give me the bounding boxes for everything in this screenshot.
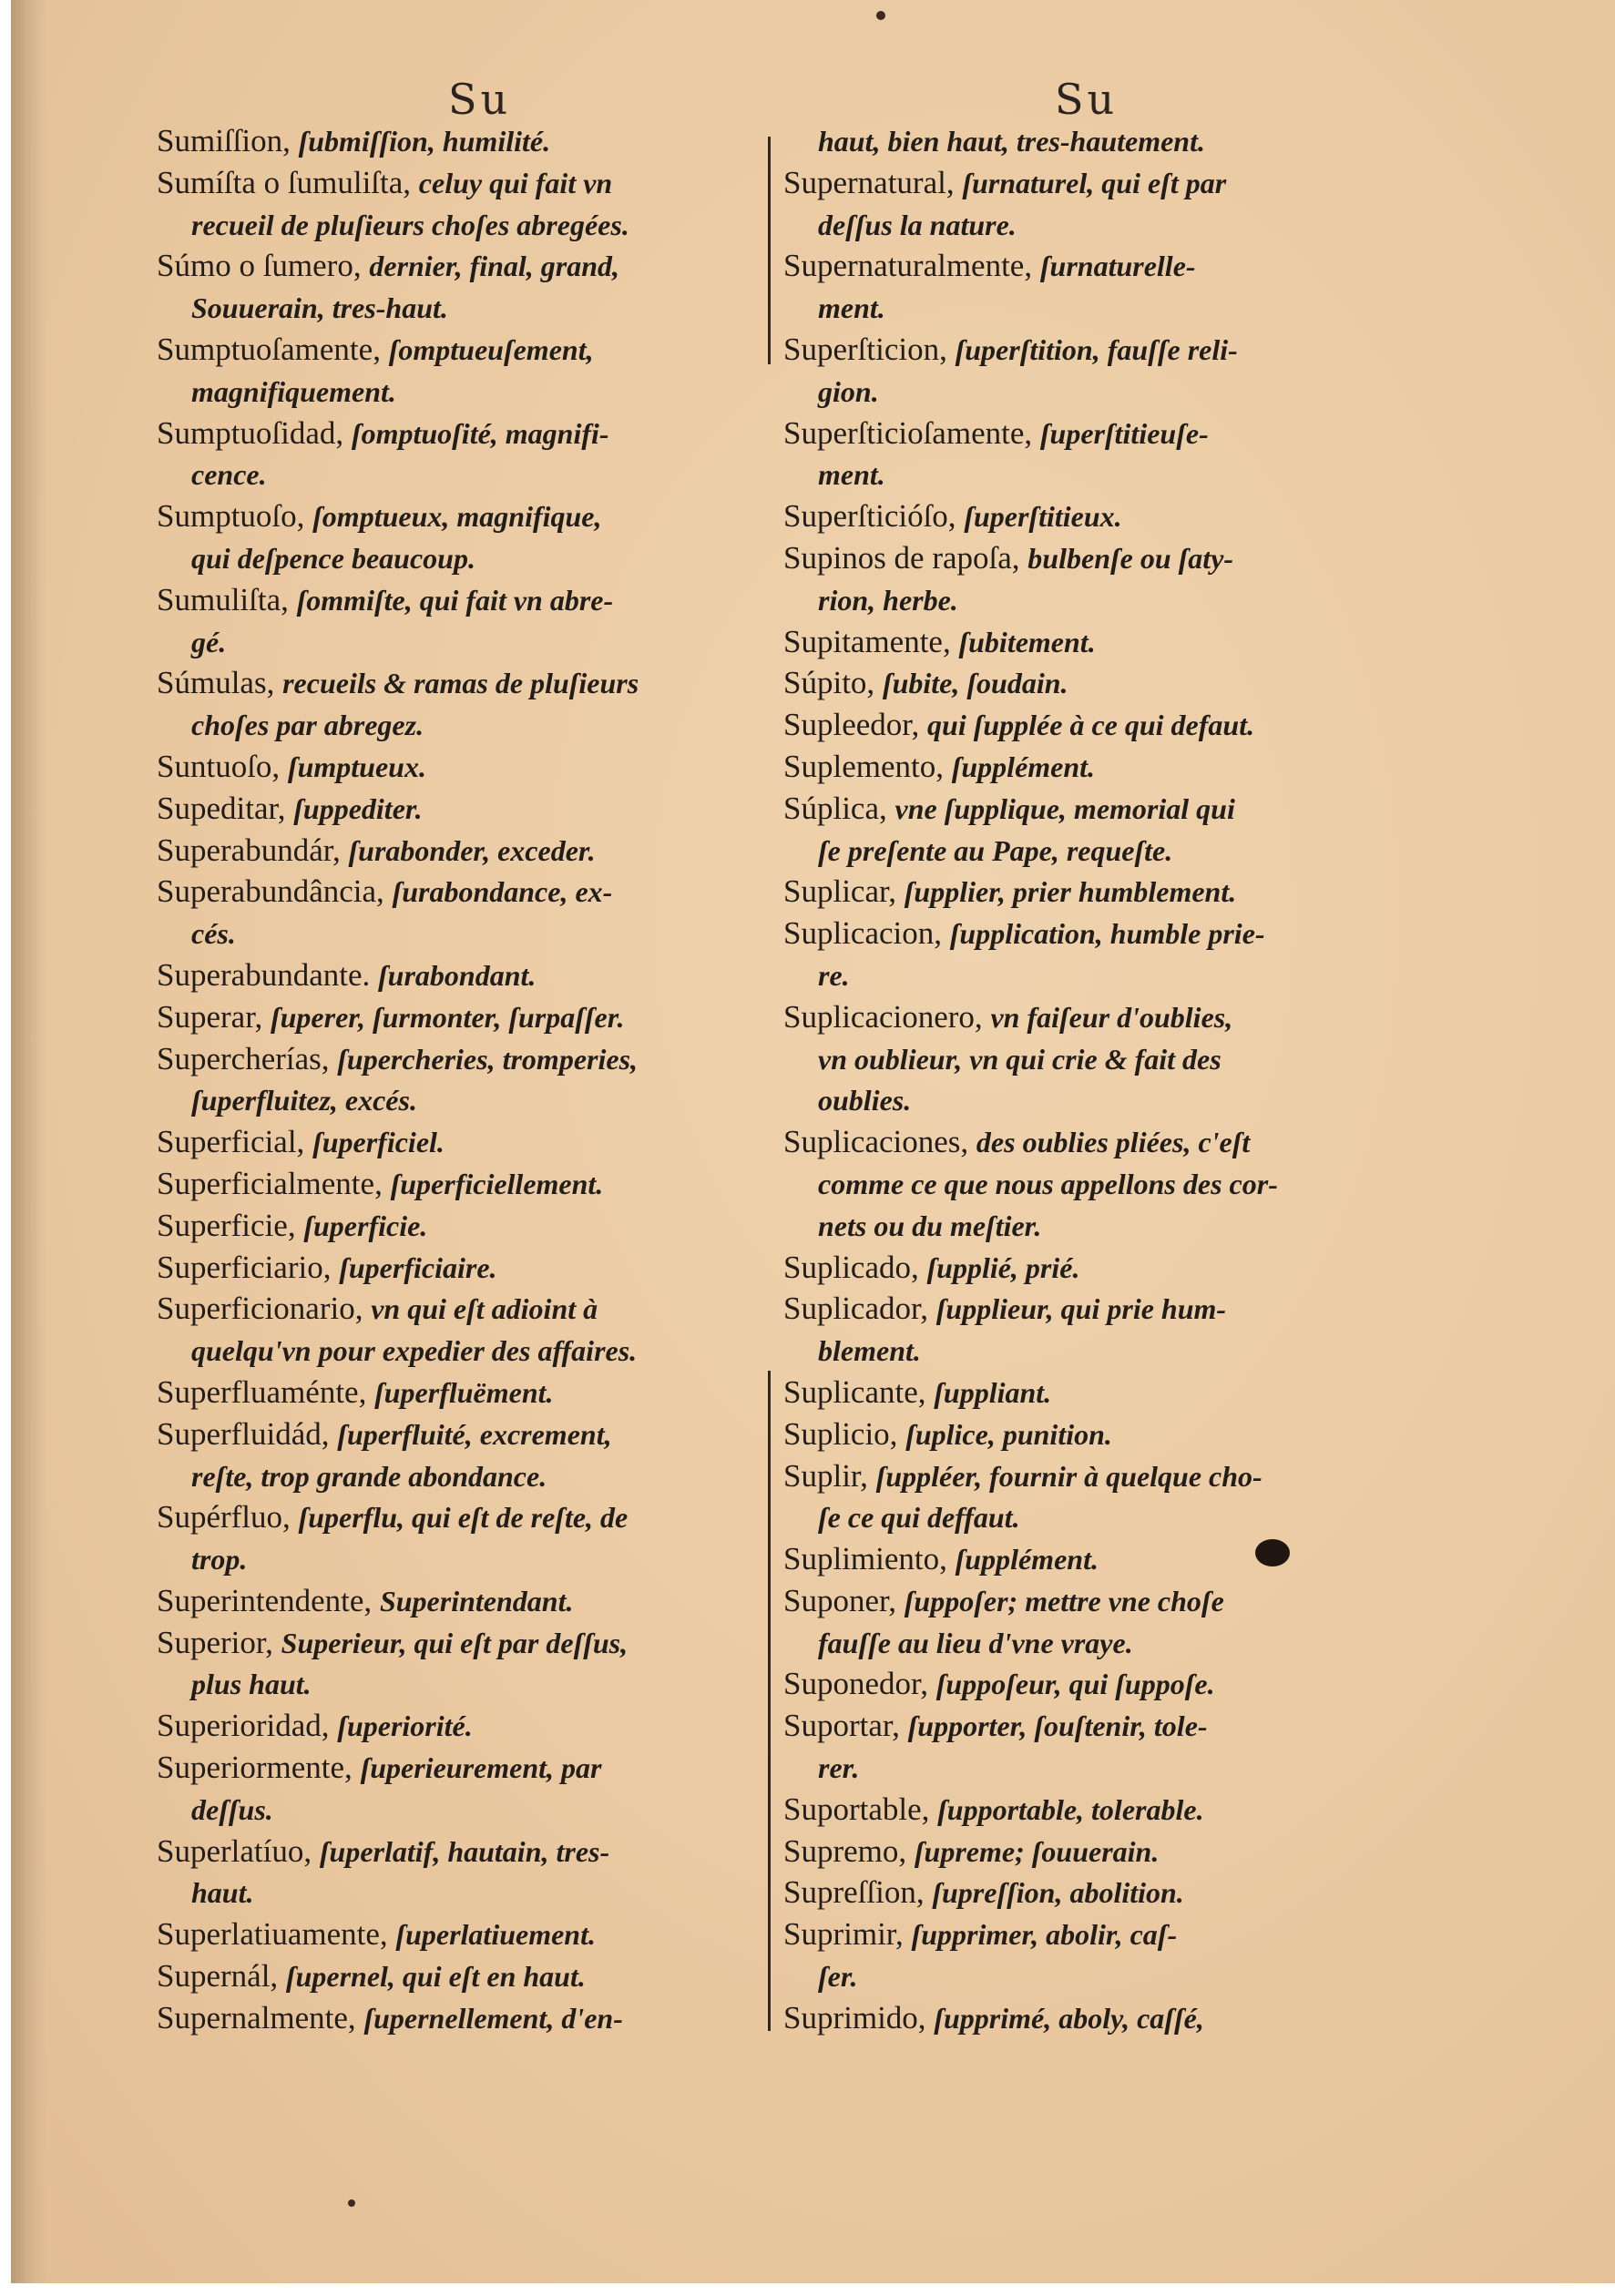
definition: ſe ce qui deffaut. bbox=[818, 1501, 1020, 1535]
definition: quelqu'vn pour expedier des affaires. bbox=[191, 1334, 638, 1368]
headword: Superficionario, bbox=[157, 1291, 372, 1327]
definition: cés. bbox=[191, 917, 236, 951]
definition: ſupplication, humble prie- bbox=[949, 917, 1265, 951]
entry-continuation-line bbox=[157, 621, 767, 663]
definition: vn qui eſt adioint à bbox=[371, 1292, 598, 1326]
headword: Suplir, bbox=[783, 1457, 876, 1494]
dictionary-entry-line bbox=[157, 1622, 767, 1664]
headword: Supernál, bbox=[157, 1958, 286, 1995]
headword: Supérfluo, bbox=[157, 1499, 299, 1536]
headword: Supercherías, bbox=[157, 1040, 338, 1077]
entry-continuation-line bbox=[157, 1663, 767, 1705]
running-head-left: Su bbox=[448, 75, 512, 124]
definition: ſuperfluitez, excés. bbox=[191, 1084, 417, 1117]
dictionary-entry-line bbox=[157, 1831, 767, 1873]
definition: gion. bbox=[818, 374, 879, 408]
entry-continuation-line bbox=[783, 1330, 1394, 1372]
entry-continuation-line bbox=[783, 830, 1394, 872]
dictionary-entry-line bbox=[157, 871, 767, 913]
definition: Superieur, qui eſt par deſſus, bbox=[281, 1626, 629, 1659]
entry-continuation-line bbox=[783, 1496, 1394, 1538]
dictionary-entry-line bbox=[157, 954, 767, 996]
dictionary-entry-line bbox=[783, 1288, 1394, 1330]
definition: ſomptueuſement, bbox=[388, 332, 594, 366]
definition: blement. bbox=[818, 1334, 921, 1368]
definition: ſuperſtition, fauſſe reli- bbox=[955, 332, 1238, 366]
headword: Suplimiento, bbox=[783, 1541, 956, 1577]
dictionary-entry-line bbox=[157, 245, 767, 287]
definition: ſupercheries, tromperies, bbox=[337, 1042, 639, 1076]
dictionary-entry-line bbox=[783, 537, 1394, 579]
headword: Suplicacionero, bbox=[783, 998, 991, 1035]
dictionary-entry-line bbox=[157, 830, 767, 872]
dictionary-entry-line bbox=[783, 871, 1394, 913]
definition: nets ou du meſtier. bbox=[818, 1209, 1042, 1242]
headword: Sumptuoſidad, bbox=[157, 414, 352, 451]
entry-continuation-line bbox=[783, 1955, 1394, 1997]
definition: ſuperſtitieux. bbox=[964, 500, 1122, 534]
definition: ſupplier, prier humblement. bbox=[904, 875, 1237, 909]
entry-continuation-line bbox=[783, 287, 1394, 329]
definition: rion, herbe. bbox=[818, 583, 958, 617]
entry-continuation-line bbox=[157, 1079, 767, 1121]
dictionary-entry-line bbox=[783, 1789, 1394, 1831]
headword: Superſticioſamente, bbox=[783, 414, 1040, 451]
headword: Supitamente, bbox=[783, 623, 959, 659]
headword: Supinos de rapoſa, bbox=[783, 539, 1028, 576]
definition: trop. bbox=[191, 1543, 248, 1577]
definition: ſuppediter. bbox=[293, 791, 423, 825]
definition: ſe preſente au Pape, requeſte. bbox=[818, 833, 1173, 867]
definition: cence. bbox=[191, 458, 267, 492]
column-rule-top bbox=[768, 137, 771, 364]
entry-continuation-line bbox=[157, 287, 767, 329]
dictionary-entry-line bbox=[783, 1872, 1394, 1913]
definition: haut. bbox=[191, 1876, 254, 1910]
headword: Súpito, bbox=[783, 665, 883, 701]
dictionary-entry-line bbox=[157, 1705, 767, 1747]
entry-continuation-line bbox=[157, 1789, 767, 1831]
headword: Superabundár, bbox=[157, 832, 349, 868]
running-head-right: Su bbox=[1055, 75, 1119, 124]
definition: plus haut. bbox=[191, 1668, 312, 1701]
headword: Superficialmente, bbox=[157, 1165, 391, 1201]
headword: Supremo, bbox=[783, 1832, 915, 1869]
dictionary-entry-line bbox=[783, 329, 1394, 371]
definition: ſuplice, punition. bbox=[905, 1417, 1112, 1451]
headword: Sumptuoſamente, bbox=[157, 331, 389, 367]
headword: Superfluidád, bbox=[157, 1415, 338, 1452]
headword: Superlatíuo, bbox=[157, 1832, 320, 1869]
entry-continuation-line bbox=[783, 1622, 1394, 1664]
definition: ſupprimer, abolir, caſ- bbox=[911, 1918, 1178, 1952]
definition: magnifiquement. bbox=[191, 374, 396, 408]
definition: ſuperlatiuement. bbox=[395, 1918, 596, 1952]
definition: ſurnaturel, qui eſt par bbox=[962, 166, 1227, 199]
definition: ſupplément. bbox=[955, 1543, 1099, 1577]
dictionary-entry-line bbox=[157, 1038, 767, 1080]
entry-continuation-line bbox=[157, 1872, 767, 1913]
definition: ſuperſtitieuſe- bbox=[1039, 416, 1209, 450]
definition: gé. bbox=[191, 625, 227, 658]
definition: ſuperiorité. bbox=[337, 1709, 473, 1743]
headword: Suplicaciones, bbox=[783, 1124, 976, 1160]
headword: Súplica, bbox=[783, 790, 895, 826]
definition: ſuperer, ſurmonter, ſurpaſſer. bbox=[270, 1000, 625, 1034]
definition: ſuperfluité, excrement, bbox=[337, 1417, 612, 1451]
dictionary-entry-line bbox=[783, 788, 1394, 830]
dictionary-entry-line bbox=[157, 1997, 767, 2039]
headword: Superior, bbox=[157, 1624, 281, 1660]
dictionary-entry-line bbox=[157, 1496, 767, 1538]
dictionary-entry-line bbox=[783, 1538, 1394, 1580]
definition: ſuperfluëment. bbox=[374, 1375, 554, 1409]
definition: reſte, trop grande abondance. bbox=[191, 1459, 547, 1493]
headword: Súmulas, bbox=[157, 665, 283, 701]
entry-continuation-line bbox=[783, 120, 1394, 162]
left-column bbox=[157, 120, 767, 2039]
headword: Supernalmente, bbox=[157, 1999, 364, 2036]
definition: ſupportable, tolerable. bbox=[937, 1792, 1204, 1826]
headword: Superabundância, bbox=[157, 873, 393, 910]
headword: Superficie, bbox=[157, 1207, 304, 1243]
dictionary-entry-line bbox=[783, 1121, 1394, 1163]
dictionary-entry-line bbox=[783, 1455, 1394, 1497]
dictionary-entry-line bbox=[157, 1205, 767, 1247]
headword: Supleedor, bbox=[783, 707, 928, 743]
definition: vn faiſeur d'oublies, bbox=[990, 1000, 1233, 1034]
dictionary-entry-line bbox=[157, 1372, 767, 1413]
entry-continuation-line bbox=[157, 371, 767, 413]
headword: Superlatiuamente, bbox=[157, 1916, 396, 1953]
headword: Sumptuoſo, bbox=[157, 498, 313, 535]
dictionary-entry-line bbox=[783, 621, 1394, 663]
definition: des oublies pliées, c'eſt bbox=[976, 1126, 1251, 1159]
definition: ſuperflu, qui eſt de reſte, de bbox=[298, 1501, 629, 1535]
headword: Suportable, bbox=[783, 1791, 938, 1827]
definition: ſupplément. bbox=[951, 750, 1096, 783]
headword: Suplicacion, bbox=[783, 915, 950, 952]
dictionary-entry-line bbox=[783, 495, 1394, 537]
entry-continuation-line bbox=[157, 454, 767, 495]
entry-continuation-line bbox=[157, 204, 767, 246]
definition: deſſus. bbox=[191, 1792, 273, 1826]
definition: Superintendant. bbox=[379, 1584, 574, 1617]
definition: celuy qui fait vn bbox=[418, 166, 613, 199]
dictionary-entry-line bbox=[783, 1413, 1394, 1455]
entry-continuation-line bbox=[157, 537, 767, 579]
definition: ſubite, ſoudain. bbox=[882, 667, 1068, 700]
definition: vn oublieur, vn qui crie & fait des bbox=[818, 1042, 1221, 1076]
headword: Suplicar, bbox=[783, 873, 905, 910]
definition: ſuperlatif, hautain, tres- bbox=[319, 1834, 610, 1868]
definition: recueil de pluſieurs choſes abregées. bbox=[191, 208, 629, 241]
dictionary-entry-line bbox=[783, 704, 1394, 746]
entry-continuation-line bbox=[157, 704, 767, 746]
definition: qui deſpence beaucoup. bbox=[191, 541, 475, 575]
dictionary-entry-line bbox=[157, 162, 767, 204]
ink-spot bbox=[876, 11, 885, 20]
dictionary-entry-line bbox=[783, 162, 1394, 204]
headword: Supernaturalmente, bbox=[783, 248, 1040, 284]
definition: haut, bien haut, tres-hautement. bbox=[818, 125, 1205, 158]
page-gutter-shadow bbox=[11, 0, 47, 2283]
headword: Superfluaménte, bbox=[157, 1373, 375, 1410]
definition: ſupreſſion, abolition. bbox=[932, 1876, 1184, 1910]
headword: Superficial, bbox=[157, 1124, 313, 1160]
headword: Superioridad, bbox=[157, 1708, 338, 1744]
headword: Suntuoſo, bbox=[157, 748, 288, 784]
headword: Suponedor, bbox=[783, 1666, 936, 1702]
definition: ſuppléer, fournir à quelque cho- bbox=[875, 1459, 1262, 1493]
entry-continuation-line bbox=[783, 1747, 1394, 1789]
definition: re. bbox=[818, 958, 850, 992]
definition: ſurabondant. bbox=[377, 958, 537, 992]
definition: ſubmiſſion, humilité. bbox=[298, 125, 551, 158]
headword: Suprimir, bbox=[783, 1916, 912, 1953]
dictionary-entry-line bbox=[157, 1580, 767, 1622]
ink-blot bbox=[1255, 1539, 1290, 1566]
headword: Suplicio, bbox=[783, 1415, 906, 1452]
dictionary-entry-line bbox=[157, 1955, 767, 1997]
headword: Súmo o ſumero, bbox=[157, 248, 370, 284]
definition: ſubitement. bbox=[958, 625, 1096, 658]
dictionary-entry-line bbox=[783, 1663, 1394, 1705]
headword: Sumiſſion, bbox=[157, 123, 299, 158]
definition: rer. bbox=[818, 1751, 860, 1785]
dictionary-entry-line bbox=[783, 1913, 1394, 1955]
headword: Superficiario, bbox=[157, 1249, 340, 1285]
entry-continuation-line bbox=[783, 1163, 1394, 1205]
headword: Superiormente, bbox=[157, 1750, 361, 1786]
dictionary-entry-line bbox=[783, 913, 1394, 954]
definition: ſupporter, ſouſtenir, tole- bbox=[907, 1709, 1208, 1743]
dictionary-entry-line bbox=[783, 413, 1394, 454]
dictionary-entry-line bbox=[783, 996, 1394, 1038]
definition: qui ſupplée à ce qui defaut. bbox=[927, 709, 1255, 742]
dictionary-entry-line bbox=[783, 1372, 1394, 1413]
definition: ſurabondance, ex- bbox=[392, 875, 613, 909]
dictionary-entry-line bbox=[157, 1913, 767, 1955]
dictionary-entry-line bbox=[157, 495, 767, 537]
dictionary-entry-line bbox=[157, 1288, 767, 1330]
definition: ſupernellement, d'en- bbox=[363, 2001, 623, 2035]
entry-continuation-line bbox=[783, 454, 1394, 495]
dictionary-entry-line bbox=[157, 1163, 767, 1205]
definition: ſurabonder, exceder. bbox=[348, 833, 596, 867]
column-rule-bottom bbox=[768, 1371, 771, 2031]
definition: ſuperficiellement. bbox=[390, 1167, 604, 1200]
headword: Suportar, bbox=[783, 1708, 908, 1744]
ink-spot bbox=[348, 2199, 355, 2207]
headword: Suplicador, bbox=[783, 1291, 936, 1327]
definition: ſumptueux. bbox=[287, 750, 426, 783]
dictionary-entry-line bbox=[157, 746, 767, 788]
entry-continuation-line bbox=[783, 954, 1394, 996]
dictionary-entry-line bbox=[157, 1747, 767, 1789]
definition: ſuperficiaire. bbox=[339, 1250, 497, 1284]
definition: ment. bbox=[818, 291, 885, 325]
dictionary-entry-line bbox=[157, 1121, 767, 1163]
dictionary-entry-line bbox=[157, 662, 767, 704]
dictionary-entry-line bbox=[783, 1705, 1394, 1747]
entry-continuation-line bbox=[783, 579, 1394, 621]
definition: vne ſupplique, memorial qui bbox=[894, 791, 1235, 825]
definition: recueils & ramas de pluſieurs bbox=[282, 667, 639, 700]
dictionary-entry-line bbox=[783, 1997, 1394, 2039]
dictionary-entry-line bbox=[157, 788, 767, 830]
headword: Supeditar, bbox=[157, 790, 294, 826]
headword: Suplemento, bbox=[783, 748, 952, 784]
definition: ment. bbox=[818, 458, 885, 492]
dictionary-entry-line bbox=[157, 413, 767, 454]
definition: choſes par abregez. bbox=[191, 709, 424, 742]
definition: ſer. bbox=[818, 1960, 858, 1994]
headword: Suplicante, bbox=[783, 1373, 935, 1410]
headword: Supernatural, bbox=[783, 164, 963, 200]
entry-continuation-line bbox=[157, 1330, 767, 1372]
definition: ſurnaturelle- bbox=[1039, 250, 1196, 283]
headword: Suprimido, bbox=[783, 1999, 935, 2036]
definition: deſſus la nature. bbox=[818, 208, 1017, 241]
entry-continuation-line bbox=[783, 1205, 1394, 1247]
dictionary-entry-line bbox=[783, 1831, 1394, 1873]
headword: Sumuliſta, bbox=[157, 581, 297, 617]
entry-continuation-line bbox=[783, 1038, 1394, 1080]
entry-continuation-line bbox=[157, 913, 767, 954]
dictionary-entry-line bbox=[157, 1247, 767, 1289]
definition: ſuperficiel. bbox=[312, 1126, 445, 1159]
definition: comme ce que nous appellons des cor- bbox=[818, 1167, 1278, 1200]
headword: Superſticióſo, bbox=[783, 498, 965, 535]
headword: Superabundante. bbox=[157, 956, 378, 993]
entry-continuation-line bbox=[783, 371, 1394, 413]
dictionary-entry-line bbox=[157, 996, 767, 1038]
dictionary-entry-line bbox=[157, 1413, 767, 1455]
definition: fauſſe au lieu d'vne vraye. bbox=[818, 1626, 1133, 1659]
headword: Superar, bbox=[157, 998, 271, 1035]
dictionary-entry-line bbox=[783, 1580, 1394, 1622]
entry-continuation-line bbox=[783, 1079, 1394, 1121]
definition: ſuperieurement, par bbox=[360, 1751, 602, 1785]
definition: ſupplié, prié. bbox=[926, 1250, 1080, 1284]
headword: Suponer, bbox=[783, 1582, 905, 1618]
dictionary-entry-line bbox=[157, 579, 767, 621]
dictionary-entry-line bbox=[783, 662, 1394, 704]
definition: ſuppliant. bbox=[934, 1375, 1052, 1409]
definition: ſupreme; ſouuerain. bbox=[914, 1834, 1160, 1868]
headword: Superſticion, bbox=[783, 331, 956, 367]
right-column bbox=[783, 120, 1394, 2039]
dictionary-entry-line bbox=[157, 329, 767, 371]
dictionary-entry-line bbox=[783, 245, 1394, 287]
definition: dernier, final, grand, bbox=[369, 250, 620, 283]
definition: ſuppoſer; mettre vne choſe bbox=[904, 1584, 1224, 1617]
definition: ſupernel, qui eſt en haut. bbox=[285, 1960, 586, 1994]
definition: ſomptueux, magnifique, bbox=[312, 500, 602, 534]
headword: Superintendente, bbox=[157, 1582, 380, 1618]
definition: oublies. bbox=[818, 1084, 912, 1117]
headword: Supreſſion, bbox=[783, 1874, 933, 1911]
dictionary-entry-line bbox=[783, 746, 1394, 788]
definition: ſupprimé, aboly, caſſé, bbox=[934, 2001, 1204, 2035]
definition: ſupplieur, qui prie hum- bbox=[935, 1292, 1227, 1326]
definition: ſuppoſeur, qui ſuppoſe. bbox=[935, 1668, 1215, 1701]
headword: Sumíſta o ſumuliſta, bbox=[157, 164, 419, 200]
definition: ſomptuoſité, magnifi- bbox=[351, 416, 609, 450]
definition: Souuerain, tres-haut. bbox=[191, 291, 448, 325]
entry-continuation-line bbox=[157, 1455, 767, 1497]
entry-continuation-line bbox=[157, 1538, 767, 1580]
dictionary-entry-line bbox=[783, 1247, 1394, 1289]
headword: Suplicado, bbox=[783, 1249, 927, 1285]
definition: bulbenſe ou ſaty- bbox=[1027, 541, 1234, 575]
definition: ſuperficie. bbox=[303, 1209, 428, 1242]
entry-continuation-line bbox=[783, 204, 1394, 246]
dictionary-entry-line bbox=[157, 120, 767, 162]
definition: ſommiſte, qui fait vn abre- bbox=[296, 583, 614, 617]
